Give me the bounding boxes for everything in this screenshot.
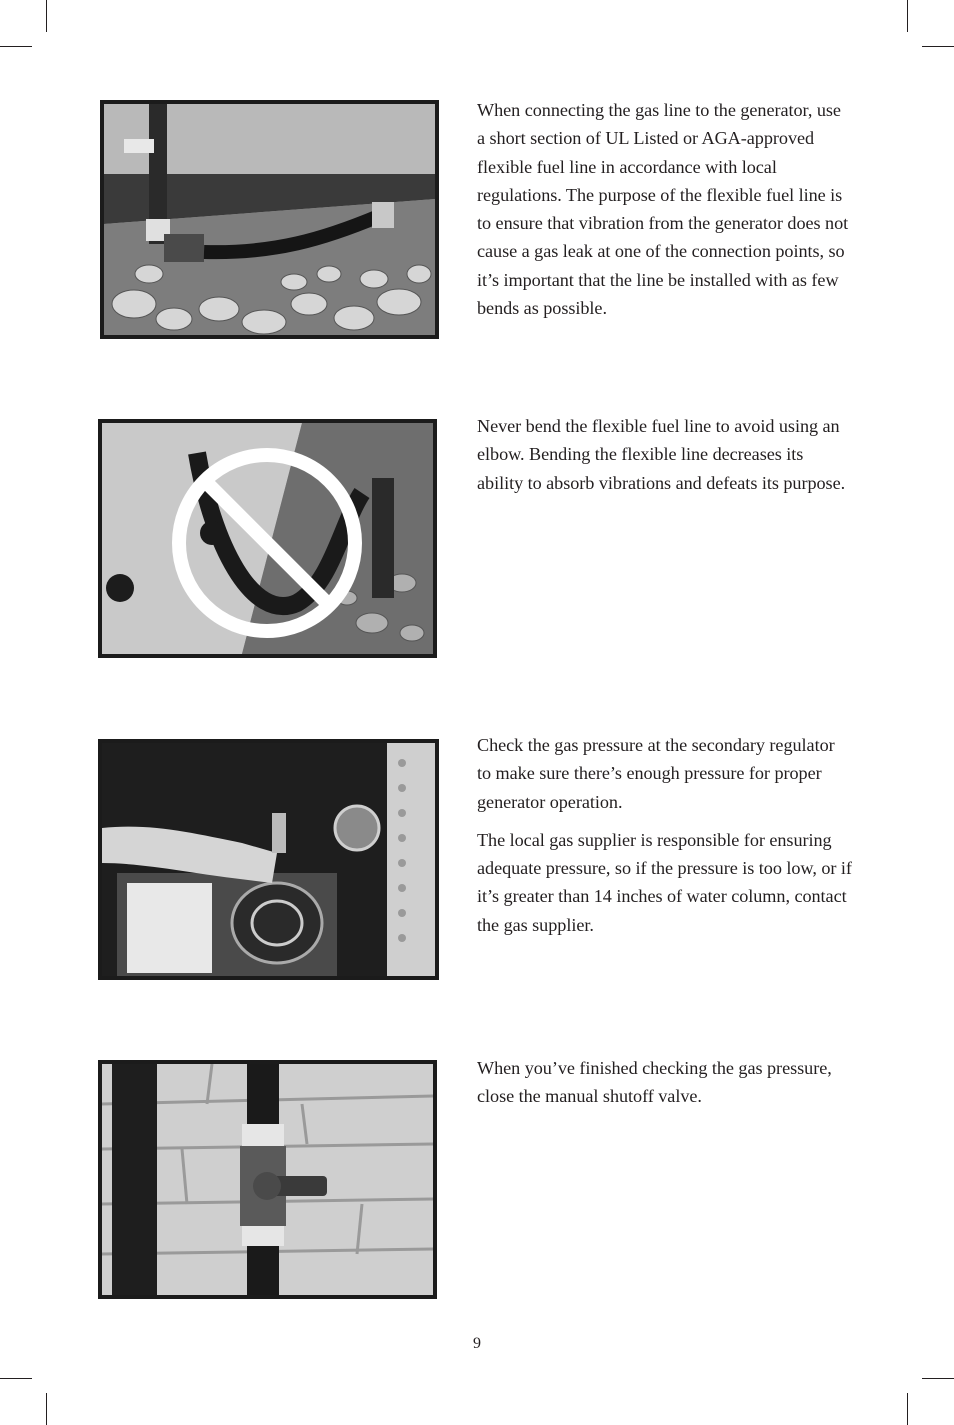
manual-shutoff-valve-photo [98,1060,437,1299]
section-1-text [477,96,852,332]
crop-mark [922,46,954,47]
section-4-text [477,1054,852,1121]
gas-pressure-gauge-photo [98,739,439,980]
crop-mark [0,1378,32,1379]
page-number: 9 [473,1335,481,1352]
crop-mark [46,0,47,32]
paragraph: The local gas supplier is responsible for ensuring adequate pressure, so if the pressure is too low, or if it’s greater than 14 inches of water column, contact the gas supplier. [477,829,852,935]
crop-mark [922,1378,954,1379]
crop-mark [907,0,908,32]
section-3-text [477,731,852,949]
crop-mark [0,46,32,47]
paragraph: Check the gas pressure at the secondary regulator to make sure there’s enough pressure for proper generator operation. [477,735,835,812]
crop-mark [46,1393,47,1425]
paragraph: Never bend the flexible fuel line to avoid using an elbow. Bending the flexible line decreases its ability to absorb vibrations and defeats its purpose. [477,416,846,493]
paragraph: When you’ve finished checking the gas pressure, close the manual shutoff valve. [477,1058,832,1107]
paragraph: When connecting the gas line to the generator, use a short section of UL Listed or AGA-approved flexible fuel line in accordance with local regulations. The purpose of the flexible fuel line is to ensure that vibration from the generator does not cause a gas leak at one of the connection points, so it’s important that the line be installed with as few bends as possible. [477,100,849,319]
bent-fuel-line-prohibited-photo [98,419,437,658]
section-2-text [477,412,852,507]
flexible-fuel-line-photo [100,100,439,339]
crop-mark [907,1393,908,1425]
